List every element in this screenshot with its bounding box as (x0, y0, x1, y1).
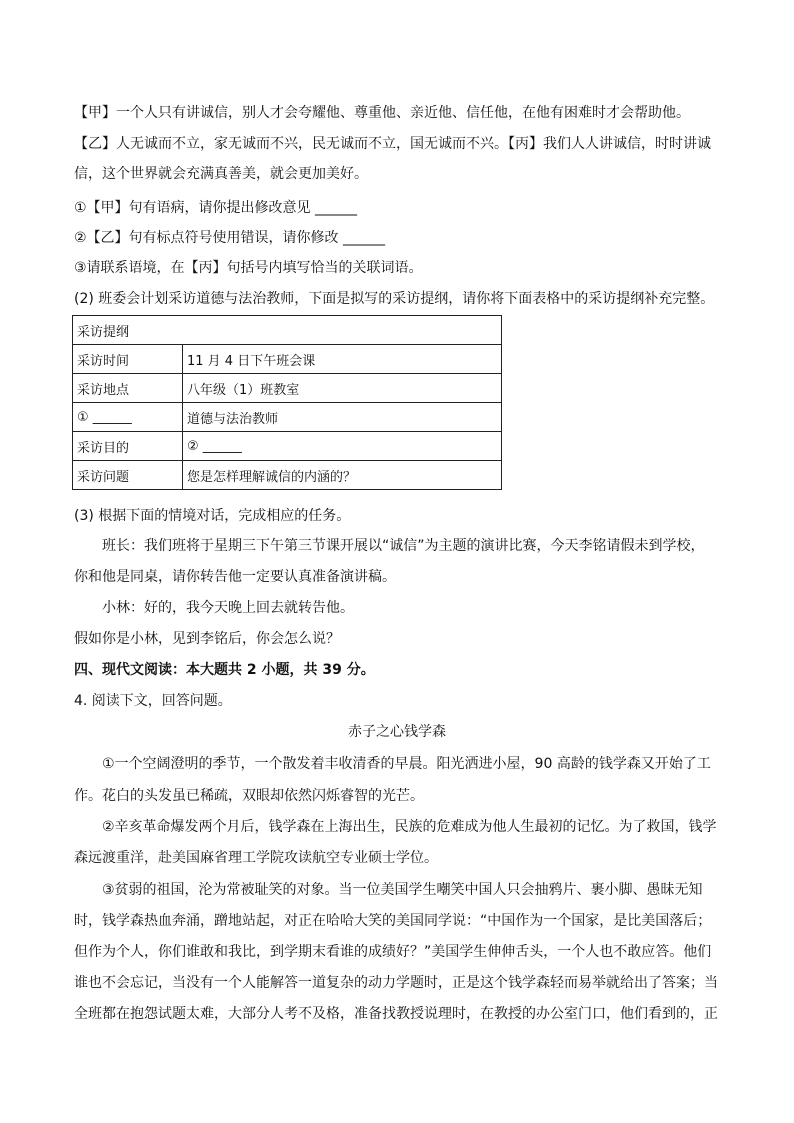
table-header-row (73, 316, 502, 345)
question-3: ③请联系语境，在【丙】句括号内填写恰当的关联词语。 (74, 260, 423, 276)
interview-outline-table (72, 315, 502, 490)
row-label: ① ______ (73, 403, 183, 432)
row-value: ② ______ (183, 432, 502, 461)
task-2-prompt: (2) 班委会计划采访道德与法治教师，下面是拟写的采访提纲，请你将下面表格中的采访提纲补充完整。 (74, 291, 715, 307)
paragraph-3-line: 但作为个人，你们谁敢和我比，到学期末看谁的成绩好？”美国学生伸伸舌头，一个人也不敢应答。他们 (74, 944, 712, 960)
table-row (73, 432, 502, 461)
paragraph-1-line: 作。花白的头发虽已稀疏，双眼却依然闪烁睿智的光芒。 (74, 788, 424, 804)
paragraph-2-line: ②辛亥革命爆发两个月后，钱学森在上海出生，民族的危难成为他人生最初的记忆。为了救国，钱学 (102, 819, 717, 835)
task-3-prompt: (3) 根据下面的情境对话，完成相应的任务。 (74, 508, 351, 524)
question-4-prompt: 4. 阅读下文，回答问题。 (74, 693, 232, 709)
article-title: 赤子之心钱学森 (348, 724, 446, 740)
question-2: ②【乙】句有标点符号使用错误，请你修改 ______ (74, 230, 385, 246)
row-label: 采访地点 (73, 374, 183, 403)
task-3-question: 假如你是小林，见到李铭后，你会怎么说？ (74, 631, 340, 647)
paragraph-3-line: 全班都在抱怨试题太难，大部分人考不及格，准备找教授说理时，在教授的办公室门口，他们看到的，正 (74, 1006, 718, 1022)
dialogue-monitor-continued: 你和他是同桌，请你转告他一定要认真准备演讲稿。 (74, 569, 396, 585)
table-row (73, 345, 502, 374)
row-value: 道德与法治教师 (183, 403, 502, 432)
table-row (73, 403, 502, 432)
dialogue-monitor: 班长：我们班将于星期三下午第三节课开展以“诚信”为主题的演讲比赛，今天李铭请假未到学校， (102, 538, 705, 554)
table-row (73, 374, 502, 403)
table-row (73, 461, 502, 490)
sentence-yi-bing: 【乙】人无诚而不立，家无诚而不兴，民无诚而不立，国无诚而不兴。【丙】我们人人讲诚信，时时讲诚 (74, 136, 711, 152)
row-value: 您是怎样理解诚信的内涵的？ (183, 461, 502, 490)
row-value: 11 月 4 日下午班会课 (183, 345, 502, 374)
paragraph-3-line: 时，钱学森热血奔涌，蹭地站起，对正在哈哈大笑的美国同学说：“中国作为一个国家，是比美国落后； (74, 913, 712, 929)
row-label: 采访目的 (73, 432, 183, 461)
paragraph-1-line: ①一个空阔澄明的季节，一个散发着丰收清香的早晨。阳光洒进小屋，90 高龄的钱学森又开始了工 (102, 756, 711, 772)
paragraph-3-line: ③贫弱的祖国，沦为常被耻笑的对象。当一位美国学生嘲笑中国人只会抽鸦片、裹小脚、愚昧无知 (102, 882, 703, 898)
table-header: 采访提纲 (73, 316, 502, 345)
question-1: ①【甲】句有语病，请你提出修改意见 ______ (74, 200, 357, 216)
paragraph-3-line: 谁也不会忘记，当没有一个人能解答一道复杂的动力学题时，正是这个钱学森轻而易举就给出了答案；当 (74, 975, 718, 991)
row-value: 八年级（1）班教室 (183, 374, 502, 403)
section-heading: 四、现代文阅读：本大题共 2 小题，共 39 分。 (74, 662, 375, 678)
paragraph-2-line: 森远渡重洋，赴美国麻省理工学院攻读航空专业硕士学位。 (74, 850, 438, 866)
sentence-jia: 【甲】一个人只有讲诚信，别人才会夸耀他、尊重他、亲近他、信任他，在他有困难时才会帮助他。 (74, 105, 690, 121)
row-label: 采访问题 (73, 461, 183, 490)
sentence-bing-continued: 信，这个世界就会充满真善美，就会更加美好。 (74, 166, 368, 182)
dialogue-xiaolin: 小林：好的，我今天晚上回去就转告他。 (102, 600, 354, 616)
row-label: 采访时间 (73, 345, 183, 374)
